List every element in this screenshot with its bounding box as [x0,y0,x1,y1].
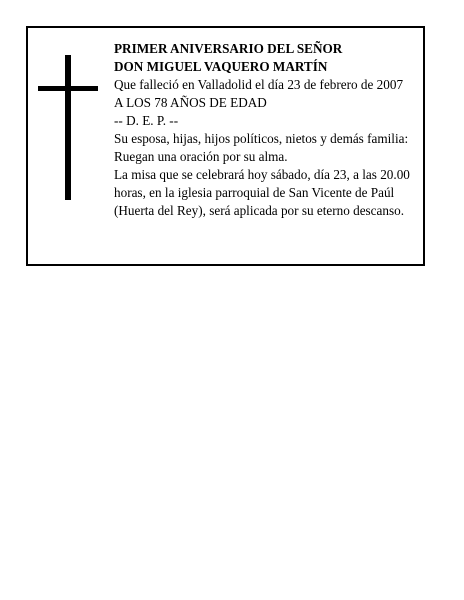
cross-icon [38,55,98,200]
heading-line-1: PRIMER ANIVERSARIO DEL SEÑOR [114,41,343,56]
notice-text [114,40,426,220]
family-line-2: Ruegan una oración por su alma. [114,149,288,164]
obituary-notice [26,26,425,266]
mass-line-2: horas, en la iglesia parroquial de San Vicente de Paúl [114,185,395,200]
cross-vertical-bar [65,55,71,200]
family-line-1: Su esposa, hijas, hijos políticos, nietos y demás familia: [114,131,409,146]
age-line: A LOS 78 AÑOS DE EDAD [114,95,267,110]
heading-line-2: DON MIGUEL VAQUERO MARTÍN [114,59,328,74]
cross-horizontal-bar [38,86,98,91]
died-line: Que falleció en Valladolid el día 23 de febrero de 2007 [114,77,404,92]
mass-line-1: La misa que se celebrará hoy sábado, día 23, a las 20.00 [114,167,410,182]
mass-line-3: (Huerta del Rey), será aplicada por su eterno descanso. [114,203,405,218]
rip-line: -- D. E. P. -- [114,113,179,128]
